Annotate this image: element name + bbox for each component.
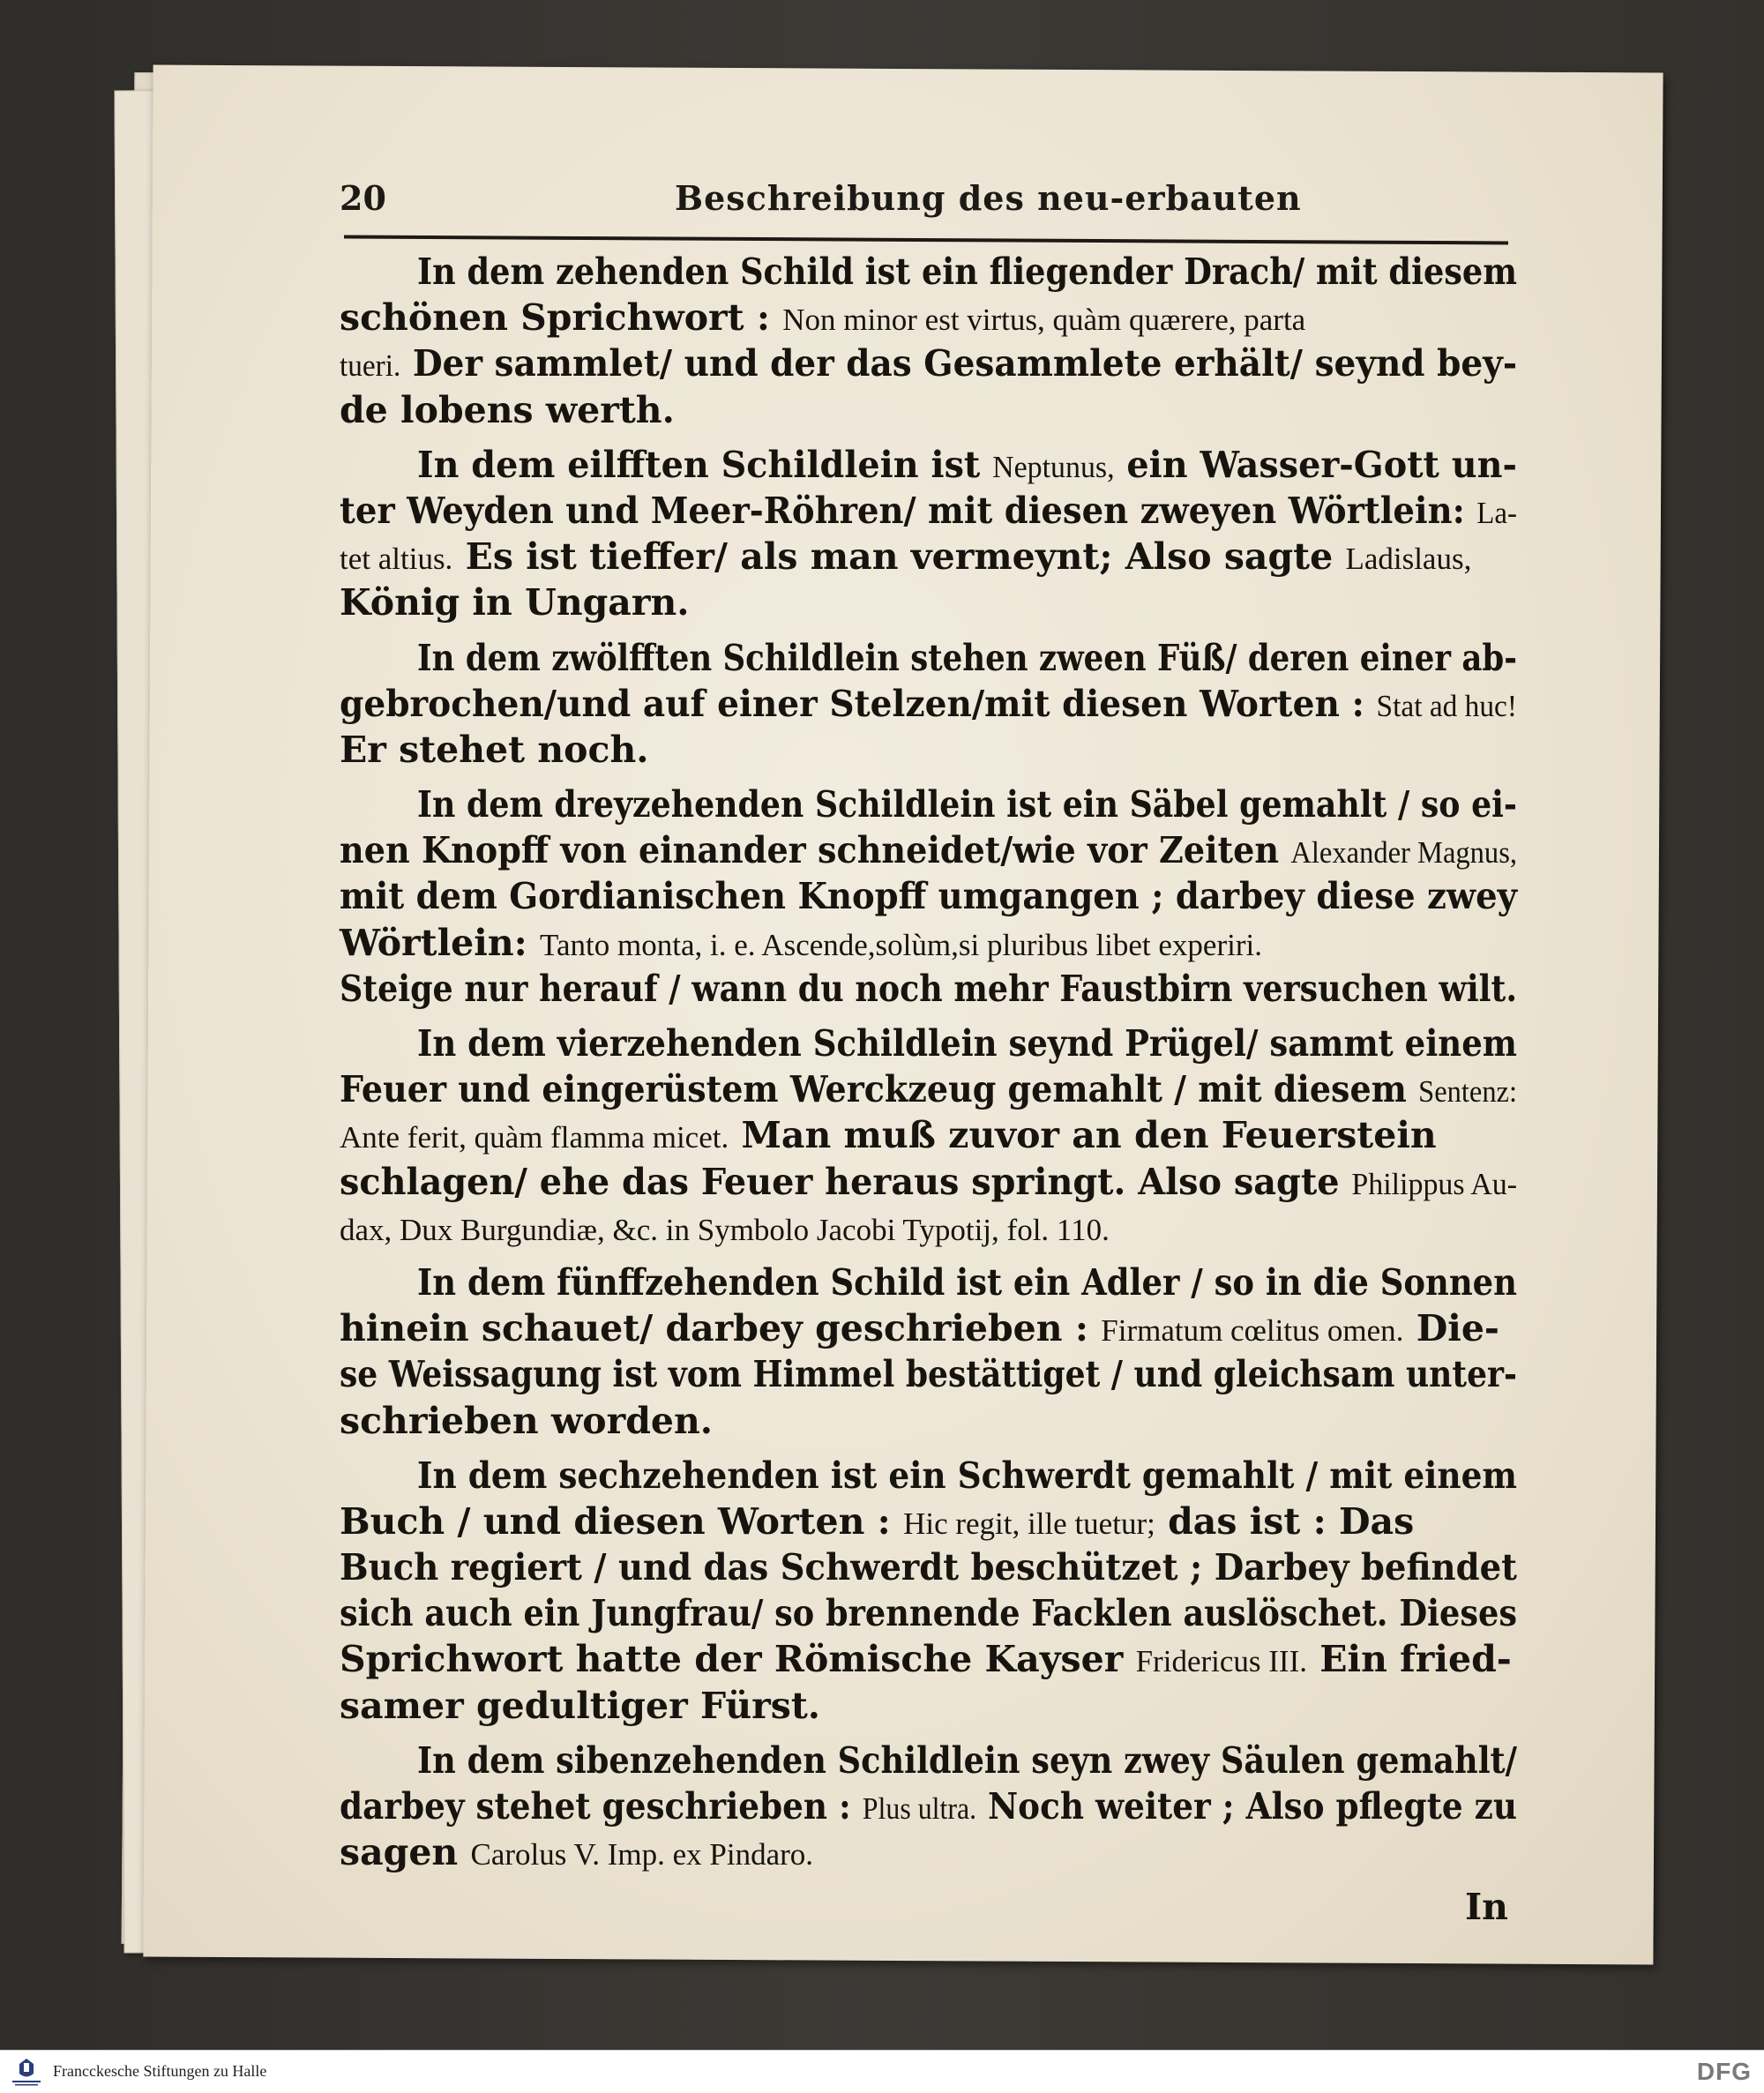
text-line — [340, 827, 1517, 873]
institution-name: Francckesche Stiftungen zu Halle — [53, 2062, 267, 2080]
viewer-footer — [0, 2050, 1764, 2093]
text-segment: In dem fünffzehenden Schild ist ein Adler / so in die Sonnen — [417, 1260, 1517, 1304]
paragraph — [340, 1260, 1517, 1444]
latin-phrase: Non minor est virtus, quàm quærere, parta — [782, 303, 1306, 338]
text-line — [340, 727, 1517, 773]
text-segment: sich auch ein Jungfrau/ so brennende Facklen auslöschet. Dieses — [340, 1592, 1517, 1635]
latin-phrase: Firmatum cœlitus omen. — [1101, 1313, 1404, 1349]
text-line — [340, 1398, 1517, 1444]
paragraph — [340, 635, 1517, 774]
text-line — [340, 1783, 1517, 1829]
text-segment: nen Knopff von einander schneidet/wie vor Zeiten — [340, 829, 1291, 872]
text-segment: In dem zwölfften Schildlein stehen zween Füß/ deren einer ab- — [417, 636, 1517, 679]
text-line — [340, 1636, 1517, 1682]
page-body — [340, 249, 1517, 1931]
text-segment: In dem sibenzehenden Schildlein seyn zwey Säulen gemahlt/ — [417, 1738, 1517, 1782]
text-segment: ein Wasser-Gott un- — [1114, 443, 1517, 486]
latin-phrase: Fridericus III. — [1135, 1644, 1307, 1679]
paragraph — [340, 781, 1517, 1012]
text-segment: Wörtlein: — [340, 921, 541, 964]
text-segment: samer gedultiger Fürst. — [340, 1684, 821, 1727]
text-line — [340, 781, 1517, 827]
text-segment: Steige nur herauf / wann du noch mehr Faustbirn versuchen wilt. — [340, 967, 1517, 1010]
latin-phrase: tueri. — [340, 348, 401, 384]
text-line — [340, 295, 1517, 340]
text-line — [340, 1351, 1517, 1397]
text-segment: König in Ungarn. — [340, 581, 690, 624]
text-segment: hinein schauet/ darbey geschrieben : — [340, 1307, 1102, 1350]
text-segment: Ein fried- — [1306, 1638, 1512, 1681]
text-segment: Noch weiter ; Also pflegte zu — [976, 1785, 1517, 1828]
latin-phrase: Alexander Magnus, — [1290, 835, 1517, 871]
text-line — [340, 1020, 1517, 1066]
page-number: 20 — [340, 178, 386, 218]
text-segment: sagen — [340, 1831, 471, 1874]
text-line — [340, 1738, 1517, 1783]
text-line — [340, 1260, 1517, 1305]
text-line — [340, 534, 1517, 579]
text-line — [340, 1205, 1517, 1251]
text-line — [340, 1590, 1517, 1636]
text-segment: mit dem Gordianischen Knopff umgangen ; darbey diese zwey — [340, 875, 1517, 918]
text-segment: Man muß zuvor an den Feuerstein — [729, 1114, 1437, 1157]
text-line — [340, 579, 1517, 625]
text-line — [340, 1453, 1517, 1499]
latin-phrase: Carolus V. Imp. ex Pindaro. — [470, 1837, 814, 1872]
text-segment: darbey stehet geschrieben : — [340, 1785, 863, 1828]
text-line — [340, 1683, 1517, 1729]
text-segment: Der sammlet/ und der das Gesammlete erhält/ seynd bey- — [400, 342, 1517, 385]
text-segment: In dem sechzehenden ist ein Schwerdt gemahlt / mit einem — [417, 1454, 1517, 1497]
text-line — [340, 387, 1517, 433]
paragraph — [340, 442, 1517, 626]
text-segment: Die- — [1403, 1307, 1499, 1350]
latin-phrase: Stat ad huc! — [1376, 688, 1517, 723]
paragraph — [340, 1020, 1517, 1251]
text-segment: In dem vierzehenden Schildlein seynd Prügel/ sammt einem — [417, 1022, 1517, 1065]
dfg-logo: DFG — [1696, 2058, 1752, 2085]
text-segment: Feuer und eingerüstem Werckzeug gemahlt / mit diesem — [340, 1068, 1419, 1111]
text-line — [340, 873, 1517, 919]
text-segment: schlagen/ ehe das Feuer heraus springt. Also sagte — [340, 1160, 1352, 1203]
text-segment: In dem dreyzehenden Schildlein ist ein Säbel gemahlt / so ei- — [417, 783, 1517, 826]
paragraph — [340, 1453, 1517, 1729]
text-line — [340, 1112, 1517, 1158]
text-line — [340, 966, 1517, 1012]
paragraph — [340, 1738, 1517, 1876]
text-segment: In dem eilfften Schildlein ist — [417, 443, 993, 486]
text-segment: Buch / und diesen Worten : — [340, 1499, 904, 1543]
text-segment: Buch regiert / und das Schwerdt beschützet ; Darbey befindet — [340, 1546, 1517, 1589]
paragraph — [340, 249, 1517, 433]
text-segment: In dem zehenden Schild ist ein fliegender Drach/ mit diesem — [417, 250, 1517, 293]
text-segment: Es ist tieffer/ als man vermeynt; Also sagte — [452, 535, 1346, 579]
latin-phrase: La- — [1476, 495, 1517, 530]
text-segment: schönen Sprichwort : — [340, 296, 783, 340]
catchword: In — [1465, 1886, 1508, 1929]
text-segment: das ist : Das — [1155, 1499, 1415, 1543]
text-line — [340, 1305, 1517, 1351]
text-segment: schrieben worden. — [340, 1399, 714, 1442]
text-line — [340, 1066, 1517, 1112]
text-line — [340, 1499, 1517, 1544]
latin-phrase: Philippus Au- — [1351, 1166, 1517, 1201]
text-segment: Sprichwort hatte der Römische Kayser — [340, 1638, 1136, 1681]
text-line — [340, 920, 1517, 966]
text-line — [340, 635, 1517, 681]
page-header — [340, 175, 1513, 228]
latin-phrase: Plus ultra. — [862, 1791, 977, 1826]
latin-phrase: tet altius. — [340, 542, 453, 577]
text-segment: Er stehet noch. — [340, 728, 649, 771]
text-line — [340, 1829, 1517, 1875]
latin-phrase: Sentenz: — [1418, 1074, 1517, 1110]
text-segment: se Weissagung ist vom Himmel bestättiget / und gleichsam unter- — [340, 1353, 1517, 1396]
institution-crest-icon — [7, 2056, 46, 2088]
text-line — [340, 340, 1517, 386]
text-line — [340, 442, 1517, 488]
text-segment: de lobens werth. — [340, 388, 675, 431]
text-line — [340, 488, 1517, 534]
latin-phrase: Neptunus, — [992, 449, 1115, 484]
latin-phrase: Ante ferit, quàm flamma micet. — [340, 1120, 729, 1155]
text-line — [340, 681, 1517, 727]
text-segment: gebrochen/und auf einer Stelzen/mit diesen Worten : — [340, 682, 1377, 725]
latin-phrase: Hic regit, ille tuetur; — [903, 1506, 1155, 1541]
text-line — [340, 1159, 1517, 1205]
running-title: Beschreibung des neu-erbauten — [675, 178, 1302, 218]
latin-phrase: Ladislaus, — [1345, 542, 1472, 577]
text-line — [340, 249, 1517, 295]
text-segment: ter Weyden und Meer-Röhren/ mit diesen zweyen Wörtlein: — [340, 489, 1477, 532]
latin-phrase: dax, Dux Burgundiæ, &c. in Symbolo Jacobi Typotij, fol. 110. — [340, 1212, 1110, 1247]
latin-phrase: Tanto monta, i. e. Ascende,solùm,si pluribus libet experiri. — [540, 927, 1262, 962]
text-line — [340, 1544, 1517, 1590]
